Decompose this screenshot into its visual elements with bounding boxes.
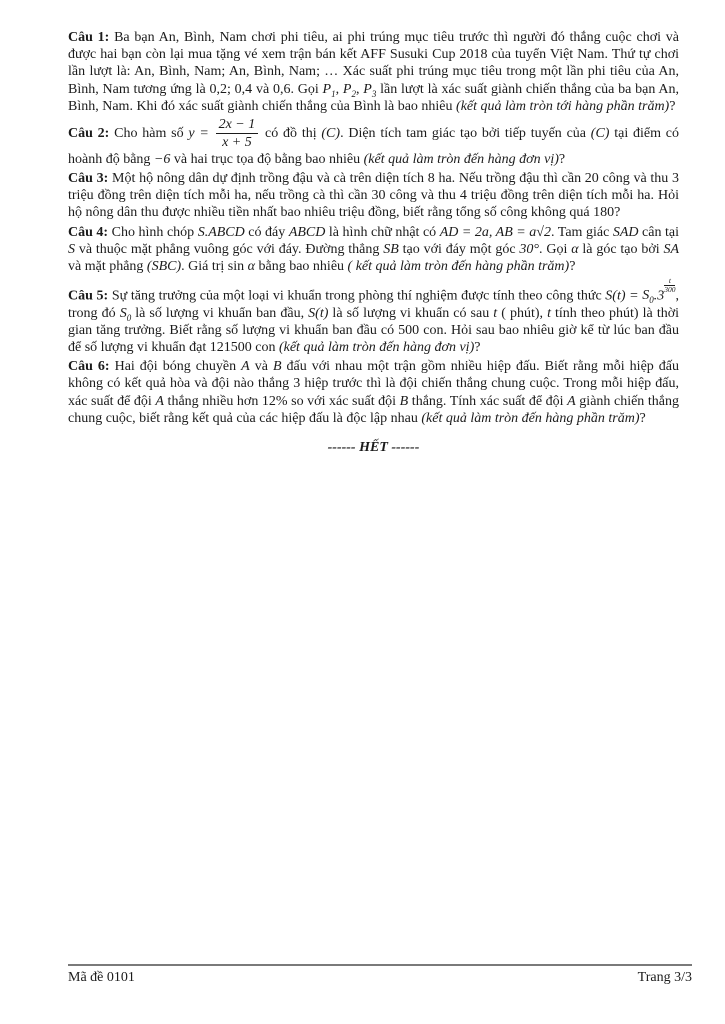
text-segment: có đáy — [244, 224, 289, 240]
text-segment: ( phút), — [497, 305, 548, 321]
text-segment: 0 — [126, 312, 132, 323]
text-segment: Một hộ nông dân dự định trồng đậu và cà trên diện tích 8 ha. Nếu trồng đậu thì cần 20 công và thu 3 triệu đồng trên diện tích mỗi ha, nếu trồng cà thì cần 30 công và thu 4 triệu đồng trên diện tích mỗi ha. Hỏi hộ nông dân thu được nhiều tiền nhất bao nhiêu triệu đồng, biết rằng tổng số công không quá 180? — [68, 171, 679, 221]
text-segment: SAD — [612, 224, 639, 240]
text-segment: B — [399, 393, 409, 409]
text-segment: .3 — [653, 288, 665, 304]
text-segment: ( kết quả làm tròn đến hàng phần trăm) — [347, 259, 570, 275]
question-4 — [68, 224, 679, 276]
question-3 — [68, 170, 679, 222]
text-segment: −6 — [153, 151, 171, 167]
page-number: Trang 3/3 — [637, 970, 692, 985]
text-segment: ? — [639, 410, 646, 426]
text-segment: (C) — [590, 126, 610, 142]
text-segment: có đồ thị — [260, 126, 322, 142]
text-segment: và — [249, 359, 273, 375]
text-segment: , — [335, 81, 343, 97]
question-5 — [68, 277, 679, 356]
question-1 — [68, 29, 679, 115]
text-segment: Câu 4: — [68, 224, 109, 240]
text-segment: t — [664, 277, 675, 286]
text-segment: . Tam giác — [550, 224, 613, 240]
text-segment: Hai đội bóng chuyền — [109, 359, 242, 375]
text-segment: x + 5 — [222, 135, 252, 151]
text-segment: $S_0$ — [642, 288, 654, 306]
text-segment: và mặt phẳng — [68, 259, 147, 275]
text-segment: B — [272, 359, 282, 375]
text-segment: ? — [669, 98, 676, 114]
text-segment: thắng nhiều hơn 12% so với xác suất đội — [163, 393, 400, 409]
text-segment: t — [493, 305, 498, 321]
text-segment: ? — [558, 151, 566, 167]
text-segment: (kết quả làm tròn đến hàng phần trăm) — [421, 410, 640, 426]
text-segment: y = $\frac{2x - 1}{x + 5}$ — [188, 126, 260, 141]
text-segment: tạo với đáy một góc — [398, 241, 520, 257]
text-segment: lần lượt là xác suất giành chiến thắng của ba bạn An, Bình, Nam. Khi đó xác suất giành chiến thắng của Bình là bao nhiêu — [68, 81, 680, 114]
text-segment: ? — [474, 340, 481, 356]
text-segment: 300 — [664, 285, 676, 295]
text-segment: tại điểm có hoành độ bằng — [68, 126, 680, 167]
text-segment: . Diện tích tam giác tạo bởi tiếp tuyến của — [340, 126, 591, 142]
text-segment: (kết quả làm tròn đến hàng đơn vị) — [363, 151, 559, 167]
text-segment: S(t) = — [605, 288, 643, 304]
text-segment: và hai trục tọa độ bằng bao nhiêu — [170, 151, 364, 167]
text-segment: Cho hàm số — [109, 126, 189, 142]
text-segment — [664, 277, 675, 295]
text-segment: 3 — [371, 88, 377, 99]
text-segment: A — [567, 393, 576, 409]
text-segment: AD = 2a, AB = a√2 — [439, 224, 551, 240]
text-segment: (kết quả làm tròn tới hàng phần trăm) — [456, 98, 670, 114]
text-segment: Câu 3: — [68, 171, 109, 186]
text-segment: tính theo phút) là thời gian tăng trưởng. Biết rằng số lượng vi khuẩn ban đầu có 500 con. Hỏi sau bao nhiêu giờ kể từ lúc ban đầu để số lượng vi khuẩn đạt 121500 con — [68, 305, 679, 356]
text-segment: , — [355, 81, 364, 97]
text-segment: α — [247, 259, 255, 275]
text-segment: giành chiến thắng chung cuộc, biết rằng kết quả của các hiệp đấu là độc lập nhau — [68, 393, 679, 426]
text-segment: 2 — [351, 88, 356, 99]
text-segment: $S_0$ — [119, 305, 132, 323]
page-footer — [68, 964, 692, 986]
text-segment: S.ABCD — [197, 224, 245, 240]
text-segment: 30° — [519, 241, 540, 257]
text-segment: A — [241, 359, 250, 375]
text-segment: cân tại — [638, 224, 680, 240]
text-segment: α — [571, 241, 579, 257]
text-segment: Cho hình chóp — [108, 224, 198, 240]
text-segment: Ba bạn An, Bình, Nam chơi phi tiêu, ai phi trúng mục tiêu trước thì người đó thắng cuộc chơi và được hai bạn còn lại mua tặng vé xem trận bán kết AFF Susuki Cup 2018 của tuyển Việt Nam. Thứ tự chơi lần lượt là: An, Bình, Nam; An, Bình, Nam; … Xác suất phi trúng mục tiêu trong một lần phi tiêu của An, Bình, Nam tương ứng là 0,2; 0,4 và 0,6. Gọi — [68, 30, 680, 97]
text-segment: Câu 1: — [68, 30, 110, 45]
exam-code: Mã đề 0101 — [68, 970, 135, 985]
text-segment: Sự tăng trưởng của một loại vi khuẩn trong phòng thí nghiệm được tính theo công thức — [108, 288, 606, 304]
text-segment: (SBC) — [146, 259, 182, 275]
question-6 — [68, 358, 679, 427]
text-segment: Câu 2: — [68, 126, 110, 142]
question-2 — [68, 117, 679, 168]
text-segment: , trong đó — [68, 288, 679, 321]
text-segment: là số lượng vi khuẩn có sau — [328, 305, 494, 321]
text-segment: S(t) — [308, 305, 329, 321]
text-segment: đấu với nhau một trận gồm nhiều hiệp đấu. Biết rằng mỗi hiệp đấu không có kết quả hòa và đội nào thắng 3 hiệp trước thì là đội chiến thắng chung cuộc. Trong mỗi hiệp đấu, xác suất để đội — [68, 359, 680, 409]
text-segment: $P_1$ — [322, 81, 336, 99]
text-segment: SA — [663, 241, 680, 257]
exam-body — [68, 29, 679, 470]
text-segment: 0 — [649, 295, 654, 306]
text-segment: Câu 5: — [68, 288, 109, 304]
text-segment: là số lượng vi khuẩn ban đầu, — [131, 305, 309, 321]
text-segment: bằng bao nhiêu — [255, 259, 348, 275]
end-of-exam-marker: ------ HẾT ------ — [327, 440, 420, 456]
text-segment: A — [155, 393, 164, 409]
text-segment: ? — [569, 259, 576, 275]
text-segment: là hình chữ nhật có — [325, 224, 440, 240]
text-segment: $P_3$ — [363, 81, 377, 99]
text-segment: Câu 6: — [68, 359, 110, 375]
text-segment: thắng. Tính xác suất để đội — [408, 393, 568, 409]
text-segment: SB — [383, 241, 399, 257]
text-segment: 2x − 1 — [216, 117, 259, 134]
text-segment: và thuộc mặt phẳng vuông góc với đáy. Đường thẳng — [75, 241, 384, 257]
text-segment — [214, 117, 261, 151]
text-segment: ABCD — [288, 224, 326, 240]
text-segment: (C) — [321, 126, 341, 142]
text-segment: t — [547, 305, 551, 321]
text-segment: . Gọi — [539, 241, 572, 257]
text-segment: là góc tạo bởi — [578, 241, 664, 257]
text-segment: $P_2$ — [342, 81, 356, 99]
text-segment: S — [68, 241, 75, 257]
text-segment: 1 — [331, 88, 336, 99]
text-segment: . Giá trị sin — [181, 259, 248, 275]
text-segment: (kết quả làm tròn đến hàng đơn vị) — [278, 340, 475, 356]
